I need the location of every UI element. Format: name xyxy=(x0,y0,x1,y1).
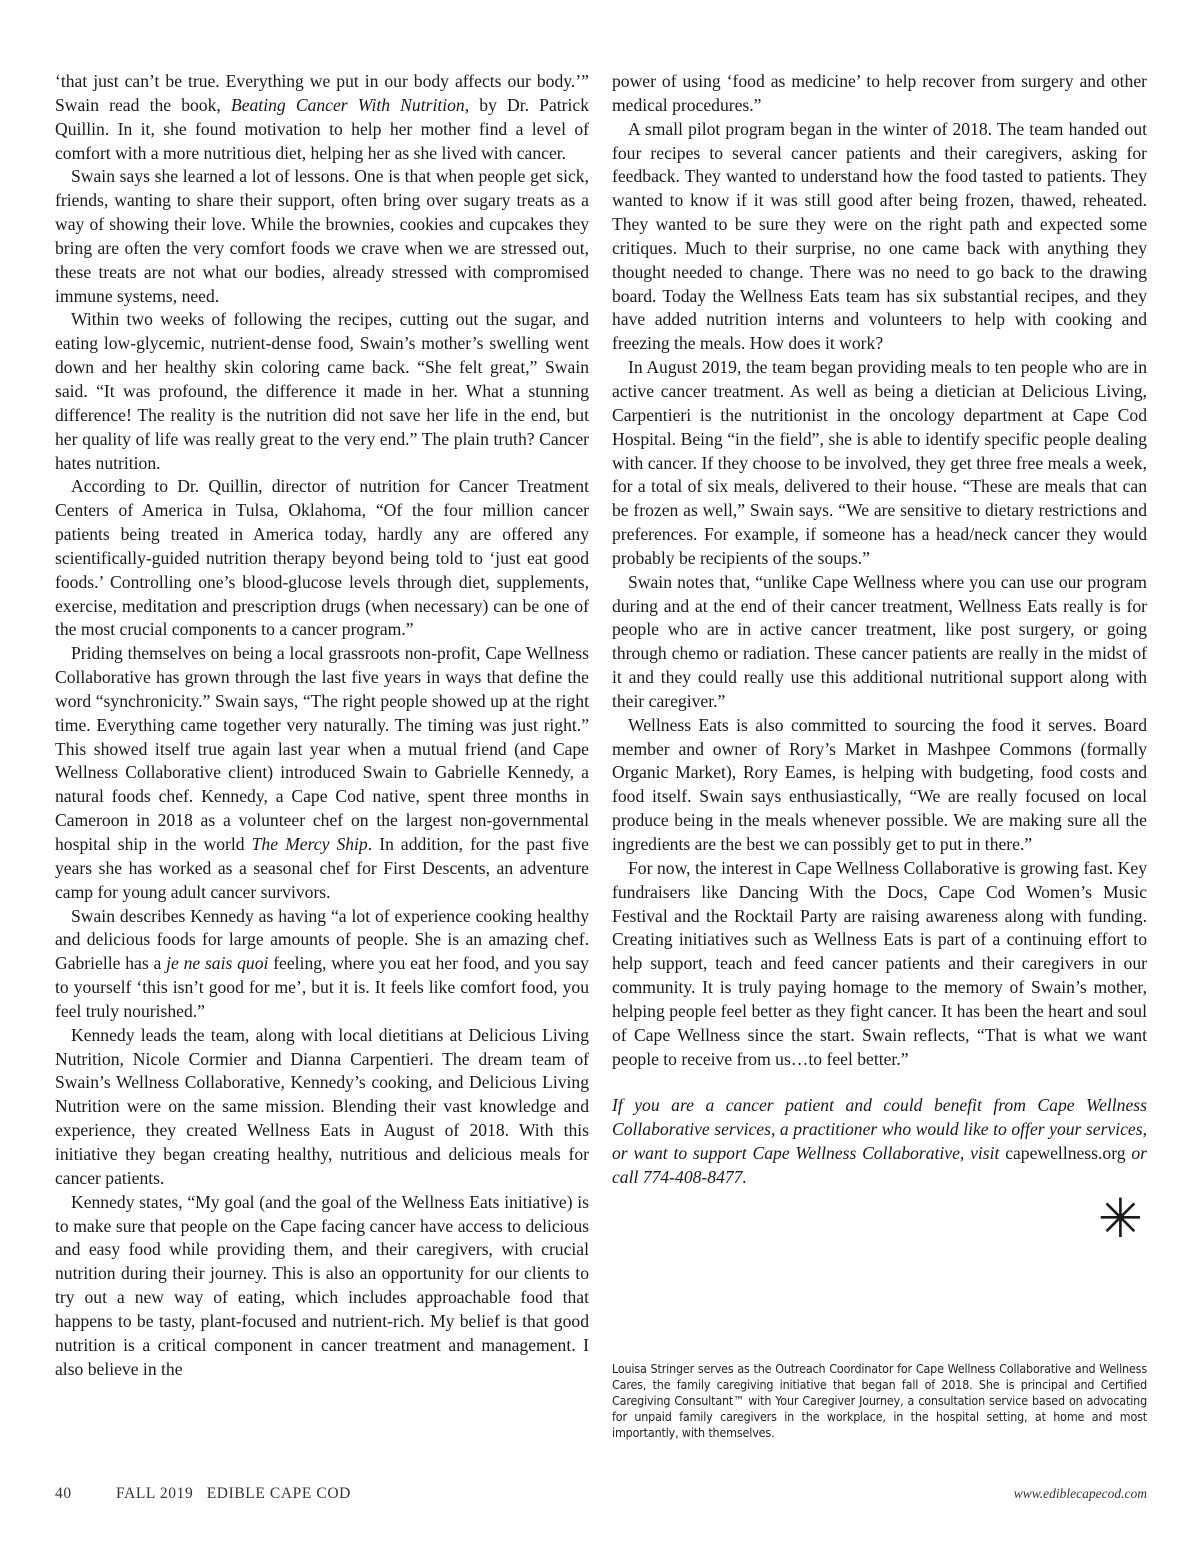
italic-title: The Mercy Ship xyxy=(251,834,368,854)
text-run: ‘that just can’t be true. Everything we put in our body affects our body.’” Swain read the book, xyxy=(55,71,589,115)
text-run: According to Dr. Quillin, director of nutrition for Cancer Treatment Centers of America in Tulsa, Oklahoma, “Of the four million cancer patients being treated in America today, hardly any are offered any scientifically-guided nutrition therapy beyond being told to ‘just eat good foods.’ Controlling one’s blood-glucose levels through diet, supplements, exercise, meditation and prescription drugs (when necessary) can be one of the most crucial components to a cancer program.” xyxy=(55,476,589,640)
article-paragraph xyxy=(55,642,589,904)
article-paragraph xyxy=(612,118,1147,356)
article-paragraph xyxy=(55,308,589,475)
cta-website-link[interactable]: capewellness.org xyxy=(1005,1143,1126,1164)
text-run: A small pilot program began in the winter of 2018. The team handed out four recipes to several cancer patients and their caregivers, asking for feedback. They wanted to understand how the food tasted to patients. They wanted to know if it was still good after being frozen, thawed, reheated. They wanted to be sure they were on the right path and expected some critiques. Much to their surprise, no one came back with anything they thought needed to change. There was no need to go back to the drawing board. Today the Wellness Eats team has six substantial recipes, and they have added nutrition interns and volunteers to help with cooking and freezing the meals. How does it work? xyxy=(612,118,1147,354)
text-run: In August 2019, the team began providing meals to ten people who are in active cancer treatment. As well as being a dietician at Delicious Living, Carpentieri is the nutritionist in the oncology department at Cape Cod Hospital. Being “in the field”, she is able to identify specific people dealing with cancer. If they choose to be involved, they get three free meals a week, for a total of six meals, delivered to their house. “These are meals that can be frozen as well,” Swain says. “We are sensitive to dietary restrictions and preferences. For example, if someone has a head/neck cancer they would probably be recipients of the soups.” xyxy=(612,357,1147,568)
italic-title: je ne sais quoi xyxy=(166,953,269,974)
text-run: Priding themselves on being a local grassroots non-profit, Cape Wellness Collaborative has grown through the last five years in ways that define the word “synchronicity.” Swain says, “The right people showed up at the right time. Everything came together very naturally. The timing was just right.” This showed itself true again last year when a mutual friend (and Cape Wellness Collaborative client) introduced Swain to Gabrielle Kennedy, a natural foods chef. Kennedy, a Cape Cod native, spent three months in Cameroon in 2018 as a volunteer chef on the largest non-governmental hospital ship in the world xyxy=(55,643,589,854)
text-run: Wellness Eats is also committed to sourcing the food it serves. Board member and owner of Rory’s Market in Mashpee Commons (formally Organic Market), Rory Eames, is helping with budgeting, food costs and food itself. Swain says enthusiastically, “We are really focused on local produce being in the meals whenever possible. We are making sure all the ingredients are the best we can possibly get to put in there.” xyxy=(612,714,1147,854)
article-paragraph xyxy=(612,356,1147,571)
article-column-right xyxy=(612,70,1147,1250)
text-run: Swain says she learned a lot of lessons. One is that when people get sick, friends, wanting to share their support, often bring over sugary treats as a way of showing their love. While the brownies, cookies and cupcakes they bring are often the very comfort foods we crave when we are stressed out, these treats are not what our bodies, already stressed with compromised immune systems, need. xyxy=(55,166,589,306)
text-run: Swain describes Kennedy as having “a lot of experience cooking healthy and delicious foods for large amounts of people. She is an amazing chef. Gabrielle has a xyxy=(55,905,589,974)
text-run: power of using ‘food as medicine’ to help recover from surgery and other medical procedures.” xyxy=(612,71,1147,115)
article-paragraph xyxy=(55,70,589,165)
article-paragraph xyxy=(612,571,1147,714)
article-paragraph xyxy=(612,714,1147,857)
article-paragraph xyxy=(612,857,1147,1072)
article-paragraph xyxy=(55,475,589,642)
article-paragraph xyxy=(612,70,1147,118)
call-to-action xyxy=(612,1094,1147,1189)
article-column-left xyxy=(55,70,589,1381)
right-paragraphs xyxy=(612,70,1147,1071)
text-run: feeling, where you eat her food, and you say to yourself ‘this isn’t good for me’, but it is. It feels like comfort food, you feel truly nourished.” xyxy=(55,953,589,1021)
issue-label: FALL 2019 EDIBLE CAPE COD xyxy=(116,1485,351,1502)
footer-url[interactable]: www.ediblecapecod.com xyxy=(1013,1486,1147,1501)
cta-tail: or call 774-408-8477. xyxy=(612,1143,1147,1187)
end-mark-asterisk-icon: ✳︎ xyxy=(1097,1186,1143,1250)
text-run: Swain notes that, “unlike Cape Wellness where you can use our program during and at the end of their cancer treatment, Wellness Eats really is for people who are in active cancer treatment, like post surgery, or going through chemo or radiation. These cancer patients are really in the midst of it and they could really use this additional nutritional support along with their caregiver.” xyxy=(612,571,1147,711)
article-paragraph xyxy=(55,1191,589,1382)
author-bio: Louisa Stringer serves as the Outreach Coordinator for Cape Wellness Collaborative and Wellness Cares, the family caregiving initiative that began fall of 2018. She is principal and Certified Caregiving Consultant™ with Your Caregiver Journey, a consultation service based on advocating for unpaid family caregivers in the workplace, in the hospital setting, at home and most importantly, with themselves. xyxy=(612,1361,1147,1440)
text-run: . In addition, for the past five years she has worked as a seasonal chef for First Descents, an adventure camp for young adult cancer survivors. xyxy=(55,834,589,902)
italic-title: Beating Cancer With Nutrition xyxy=(230,94,465,115)
article-paragraph xyxy=(55,1024,589,1191)
page-footer xyxy=(55,1485,1147,1505)
page-number: 40 xyxy=(55,1485,72,1502)
cta-lead: If you are a cancer patient and could benefit from Cape Wellness Collaborative services, a practitioner who would like to offer your services, or want to support Cape Wellness Collaborative, visit xyxy=(612,1095,1147,1164)
article-paragraph xyxy=(55,165,589,308)
text-run: , by Dr. Patrick Quillin. In it, she found motivation to help her mother find a level of comfort with a more nutritious diet, helping her as she lived with cancer. xyxy=(55,94,589,163)
text-run: For now, the interest in Cape Wellness Collaborative is growing fast. Key fundraisers like Dancing With the Docs, Cape Cod Women’s Music Festival and the Rocktail Party are raising awareness along with funding. Creating initiatives such as Wellness Eats is part of a continuing effort to help support, teach and feed cancer patients and their caregivers in our community. It is truly paying homage to the memory of Swain’s mother, helping people feel better as they fight cancer. It has been the heart and soul of Cape Wellness since the start. Swain reflects, “That is what we want people to receive from us…to feel better.” xyxy=(612,857,1147,1069)
text-run: Kennedy leads the team, along with local dietitians at Delicious Living Nutrition, Nicole Cormier and Dianna Carpentieri. The dream team of Swain’s Wellness Collaborative, Kennedy’s cooking, and Delicious Living Nutrition were on the same mission. Blending their vast knowledge and experience, they created Wellness Eats in August of 2018. With this initiative they began creating healthy, nutritious and delicious meals for cancer patients. xyxy=(55,1024,589,1188)
text-run: Kennedy states, “My goal (and the goal of the Wellness Eats initiative) is to make sure that people on the Cape facing cancer have access to delicious and easy food while providing them, and their caregivers, with crucial nutrition during their journey. This is also an opportunity for our clients to try out a new way of eating, which includes approachable food that happens to be tasty, plant-focused and nutrient-rich. My belief is that good nutrition is a critical component in cancer treatment and management. I also believe in the xyxy=(55,1191,589,1379)
article-paragraph xyxy=(55,905,589,1024)
text-run: Within two weeks of following the recipes, cutting out the sugar, and eating low-glycemic, nutrient-dense food, Swain’s mother’s swelling went down and her healthy skin coloring came back. “She felt great,” Swain said. “It was profound, the difference it made in her. What a stunning difference! The reality is the nutrition did not save her life in the end, but her quality of life was really great to the very end.” The plain truth? Cancer hates nutrition. xyxy=(55,309,589,473)
